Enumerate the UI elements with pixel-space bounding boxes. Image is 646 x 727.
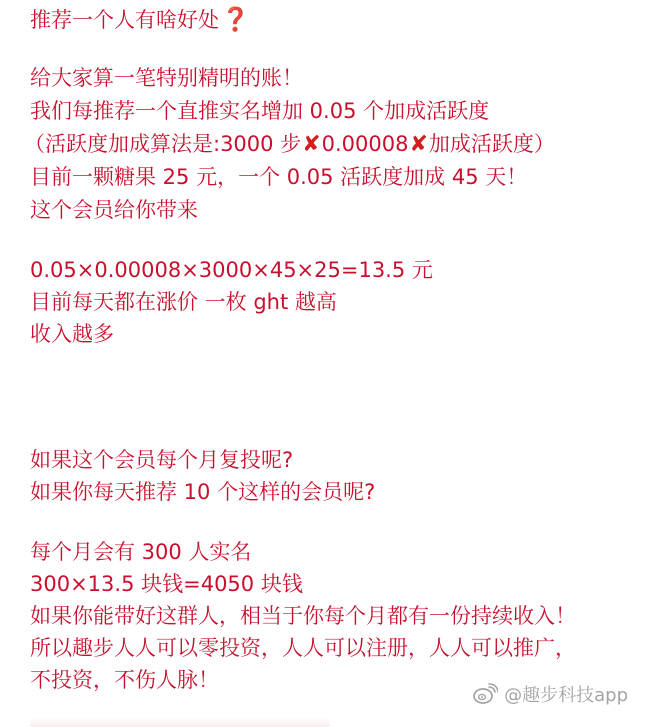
text-line: 给大家算一笔特别精明的账！: [30, 66, 303, 90]
weibo-icon: [472, 683, 498, 705]
doc-title-text: 推荐一个人有啥好处: [30, 8, 219, 32]
text-line: 收入越多: [30, 322, 114, 346]
text-line: 目前每天都在涨价 一枚 ght 越高: [30, 290, 337, 314]
text-line: 不投资，不伤人脉！: [30, 668, 219, 692]
watermark: [472, 681, 628, 707]
text-line: 每个月会有 300 人实名: [30, 540, 252, 564]
formula-line: [24, 130, 555, 159]
text-line: 如果你每天推荐 10 个这样的会员呢?: [30, 480, 376, 504]
text-line: 如果这个会员每个月复投呢?: [30, 448, 294, 472]
text-line: 目前一颗糖果 25 元，一个 0.05 活跃度加成 45 天！: [30, 165, 528, 189]
text-line: 这个会员给你带来: [30, 198, 198, 222]
formula-part: （活跃度加成算法是:3000 步: [24, 132, 302, 156]
cropped-text-fragment: [30, 717, 330, 727]
calc-line: 300×13.5 块钱=4050 块钱: [30, 572, 303, 596]
doc-title: [30, 6, 250, 34]
text-line: 如果你能带好这群人，相当于你每个月都有一份持续收入！: [30, 604, 576, 628]
watermark-text: @趣步科技app: [504, 685, 628, 706]
text-line: 我们每推荐一个直推实名增加 0.05 个加成活跃度: [30, 99, 490, 123]
calc-line: 0.05×0.00008×3000×45×25=13.5 元: [30, 258, 433, 282]
formula-part: 加成活跃度）: [428, 132, 555, 156]
text-line: 所以趣步人人可以零投资，人人可以注册，人人可以推广，: [30, 636, 576, 660]
red-x-icon: ✘: [409, 132, 428, 157]
formula-part: 0.00008: [321, 132, 409, 156]
red-x-icon: ✘: [302, 132, 321, 157]
red-question-mark-icon: ❓: [221, 7, 250, 33]
